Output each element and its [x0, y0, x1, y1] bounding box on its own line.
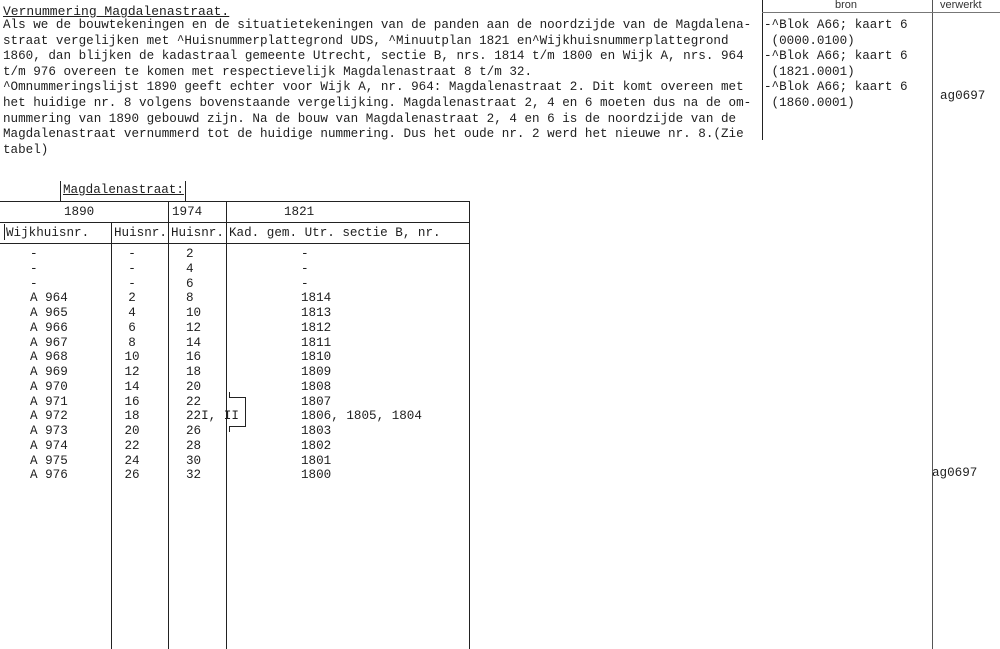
huisnr-1974-cell: 10 [186, 306, 202, 320]
bracket-tick-top [229, 392, 230, 398]
bron-column-right-border [932, 0, 933, 649]
table-title-box-right [185, 181, 186, 201]
verwerkt-entry: ag0697 [940, 89, 986, 103]
wijkhuisnr-cell: A 974 [30, 438, 68, 453]
paragraph-line: t/m 976 overeen te komen met respectievelijk Magdalenastraat 8 t/m 32. [3, 64, 533, 79]
paragraph-line: ^Omnummeringslijst 1890 geeft echter voor Wijk A, nr. 964: Magdalenastraat 2. Dit komt overeen met [3, 80, 744, 95]
huisnr-1890-cell: 22 [124, 438, 140, 453]
verwerkt-column-header: verwerkt [940, 0, 982, 11]
kadaster-nr-cell: 1813 [301, 306, 332, 320]
paragraph-line: straat vergelijken met ^Huisnummerplattegrond UDS, ^Minuutplan 1821 en^Wijkhuisnummerplattegrond [3, 33, 729, 48]
group-header-1821: 1821 [284, 205, 315, 219]
wijkhuisnr-cell: - [30, 247, 38, 261]
huisnr-1974-cell: 26 [186, 424, 202, 438]
paragraph-line: tabel) [3, 142, 49, 157]
huisnr-1890-cell: 24 [124, 453, 140, 468]
kadaster-nr-cell: - [301, 247, 309, 261]
huisnr-1974-cell: 30 [186, 453, 202, 468]
table-top-rule [0, 201, 470, 202]
huisnr-1974-cell: 14 [186, 335, 202, 350]
wijkhuisnr-cell: A 976 [30, 468, 68, 483]
wijkhuisnr-cell: - [30, 276, 38, 291]
kadaster-nr-cell: 1814 [301, 291, 332, 306]
bracket-bottom-horizontal [229, 426, 245, 427]
kadaster-nr-cell: 1809 [301, 365, 332, 379]
huisnr-1974-cell: 18 [186, 365, 202, 379]
paragraph-line: Magdalenastraat vernummerd tot de huidige nummering. Dus het oude nr. 2 werd het nieuwe nr. 8.(Zie [3, 127, 744, 142]
huisnr-1974-cell: 2 [186, 247, 194, 261]
kadaster-nr-cell: - [301, 261, 309, 276]
huisnr-1890-cell: 18 [124, 409, 140, 424]
group-header-1890: 1890 [64, 205, 95, 219]
huisnr-1890-cell: 6 [128, 320, 136, 335]
kadaster-nr-cell: 1811 [301, 335, 332, 350]
column-header-huisnr-1974: Huisnr. [171, 226, 224, 240]
document-title: Vernummering Magdalenastraat. [3, 4, 230, 19]
table-mid-rule [0, 222, 470, 223]
huisnr-1974-cell: 20 [186, 379, 202, 394]
huisnr-1890-cell: 20 [124, 424, 140, 438]
huisnr-1974-cell: 4 [186, 261, 194, 276]
kadaster-nr-cell: 1802 [301, 438, 332, 453]
huisnr-1890-cell: - [128, 261, 136, 276]
huisnr-1890-cell: 26 [124, 468, 140, 483]
column-header-kadaster: Kad. gem. Utr. sectie B, nr. [229, 226, 441, 240]
huisnr-1890-cell: - [128, 276, 136, 291]
column-header-huisnr-1890: Huisnr. [114, 226, 167, 240]
huisnr-1974-cell: 28 [186, 438, 202, 453]
huisnr-1890-cell: 12 [124, 365, 140, 379]
wijkhuisnr-cell: - [30, 261, 38, 276]
huisnr-1890-cell: 8 [128, 335, 136, 350]
huisnr-1890-cell: 16 [124, 394, 140, 409]
huisnr-1890-cell: 14 [124, 379, 140, 394]
huisnr-1890-cell: 10 [124, 350, 140, 365]
bracket-vertical [245, 397, 246, 427]
wijkhuisnr-cell: A 972 [30, 409, 68, 424]
group-header-1974: 1974 [172, 205, 203, 219]
column-header-wijkhuisnr: Wijkhuisnr. [6, 226, 90, 240]
kadaster-nr-cell: 1803 [301, 424, 332, 438]
wijkhuisnr-cell: A 966 [30, 320, 68, 335]
kadaster-nr-cell: 1812 [301, 320, 332, 335]
bron-line: (1821.0001) [764, 64, 855, 79]
bron-line: -^Blok A66; kaart 6 [764, 18, 908, 32]
kadaster-nr-cell: - [301, 276, 309, 291]
kadaster-nr-cell: 1807 [301, 394, 332, 409]
wijkhuisnr-cell: A 971 [30, 394, 68, 409]
kadaster-nr-cell: 1800 [301, 468, 332, 483]
huisnr-1974-cell: 32 [186, 468, 202, 483]
wijkhuisnr-cell: A 969 [30, 365, 68, 379]
verwerkt-entry: ag0697 [932, 466, 978, 480]
kadaster-nr-cell: 1806, 1805, 1804 [301, 409, 422, 424]
bron-line: (0000.0100) [764, 33, 855, 48]
bron-column-left-border [762, 0, 763, 140]
huisnr-1974-cell: 22I, II [186, 409, 239, 424]
bron-column-header: bron [835, 0, 858, 11]
wijkhuisnr-cell: A 975 [30, 453, 68, 468]
paragraph-line: het huidige nr. 8 volgens bovenstaande vergelijking. Magdalenastraat 2, 4 en 6 moeten dus na de om- [3, 96, 752, 110]
kadaster-nr-cell: 1810 [301, 350, 332, 365]
kadaster-nr-cell: 1801 [301, 453, 332, 468]
huisnr-1974-cell: 6 [186, 276, 194, 291]
table-vline-2 [168, 202, 169, 649]
table-title: Magdalenastraat: [63, 183, 184, 197]
table-title-box-left [60, 181, 61, 201]
bron-line: -^Blok A66; kaart 6 [764, 80, 908, 95]
wijkhuisnr-cell: A 973 [30, 424, 68, 438]
paragraph-line: Als we de bouwtekeningen en de situatietekeningen van de panden aan de noordzijde van de Magdalena- [3, 18, 752, 32]
huisnr-1974-cell: 8 [186, 291, 194, 306]
huisnr-1890-cell: 4 [128, 306, 136, 320]
huisnr-1974-cell: 12 [186, 320, 202, 335]
table-vline-4 [469, 202, 470, 649]
paragraph-line: 1860, dan blijken de kadastraal gemeente Utrecht, sectie B, nrs. 1814 t/m 1800 en Wijk A, nrs. 964 [3, 49, 744, 64]
bracket-tick-bottom [229, 426, 230, 432]
wijkhuisnr-cell: A 968 [30, 350, 68, 365]
huisnr-1974-cell: 22 [186, 394, 202, 409]
table-vline-left-tick [4, 224, 5, 240]
bracket-top-horizontal [229, 397, 245, 398]
paragraph-line: nummering van 1890 gebouwd zijn. Na de bouw van Magdalenastraat 2, 4 en 6 is de noordzijde van de [3, 111, 737, 126]
wijkhuisnr-cell: A 965 [30, 306, 68, 320]
wijkhuisnr-cell: A 964 [30, 291, 68, 306]
wijkhuisnr-cell: A 967 [30, 335, 68, 350]
table-vline-3 [226, 202, 227, 649]
huisnr-1890-cell: 2 [128, 291, 136, 306]
huisnr-1974-cell: 16 [186, 350, 202, 365]
kadaster-nr-cell: 1808 [301, 379, 332, 394]
header-rule [762, 12, 1000, 13]
bron-line: -^Blok A66; kaart 6 [764, 49, 908, 64]
huisnr-1890-cell: - [128, 247, 136, 261]
table-vline-1 [111, 222, 112, 649]
wijkhuisnr-cell: A 970 [30, 379, 68, 394]
bron-line: (1860.0001) [764, 96, 855, 110]
table-header-rule [0, 243, 470, 244]
